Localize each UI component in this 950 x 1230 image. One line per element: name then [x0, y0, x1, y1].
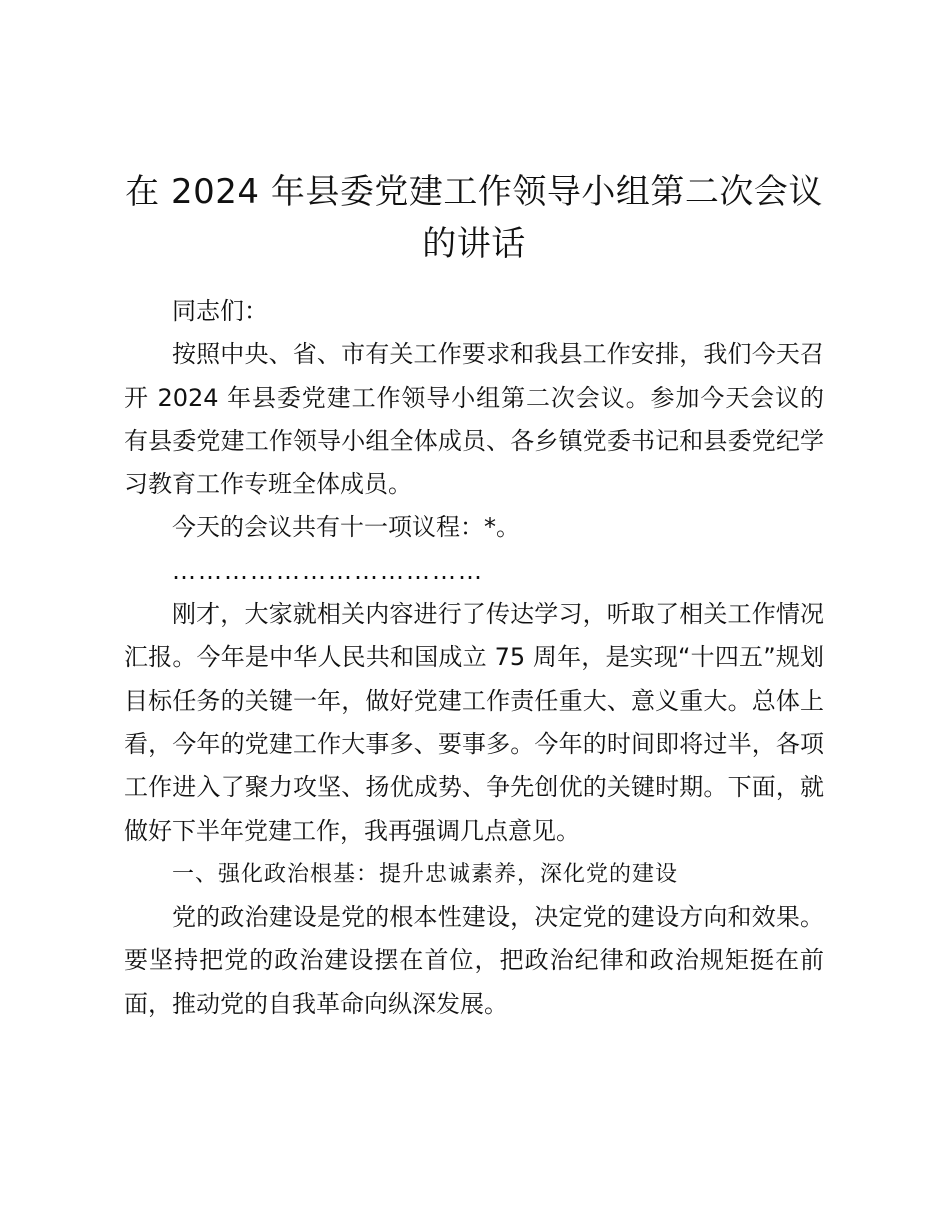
title-line-2: 的讲话 — [422, 224, 526, 264]
document-title — [124, 166, 824, 270]
document-body — [124, 290, 824, 1026]
ellipsis-line: ……………………………… — [172, 556, 484, 585]
section-heading-1: 一、强化政治根基：提升忠诚素养，深化党的建设 — [172, 861, 679, 887]
paragraph-political-building: 党的政治建设是党的根本性建设，决定党的建设方向和效果。要坚持把党的政治建设摆在首位，把政治纪律和政治规矩挺在前面，推动党的自我革命向纵深发展。 — [124, 903, 824, 1018]
paragraph-intro: 按照中央、省、市有关工作要求和我县工作安排，我们今天召开 2024 年县委党建工作领导小组第二次会议。参加今天会议的有县委党建工作领导小组全体成员、各乡镇党委书记和县委党纪学习教育工作专班全体成员。 — [124, 340, 824, 499]
document-page — [124, 166, 824, 1026]
title-line-1: 在 2024 年县委党建工作领导小组第二次会议 — [125, 172, 823, 212]
paragraph-summary: 刚才，大家就相关内容进行了传达学习，听取了相关工作情况汇报。今年是中华人民共和国成立 75 周年，是实现“十四五”规划目标任务的关键一年，做好党建工作责任重大、意义重大。总体上看，今年的党建工作大事多、要事多。今年的时间即将过半，各项工作进入了聚力攻坚、扬优成势、争先创优的关键时期。下面，就做好下半年党建工作，我再强调几点意见。 — [124, 600, 824, 845]
paragraph-agenda: 今天的会议共有十一项议程：*。 — [172, 513, 520, 542]
salutation: 同志们： — [172, 297, 268, 325]
